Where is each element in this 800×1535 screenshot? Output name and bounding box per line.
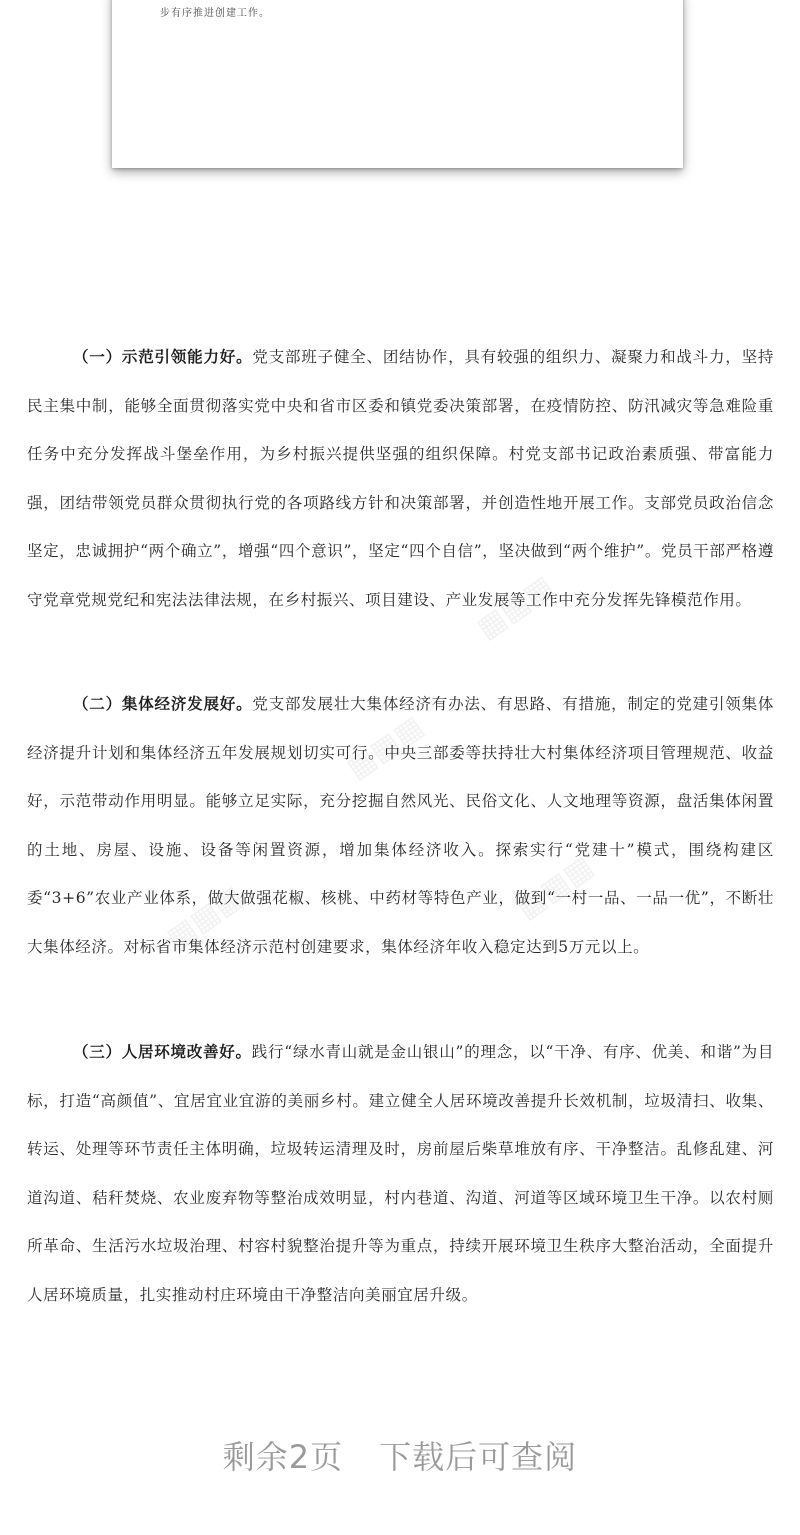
section-heading: （二）集体经济发展好。 <box>73 694 253 713</box>
watermark-logo: ▦▦▦ <box>160 878 250 957</box>
download-hint-text: 下载后可查阅 <box>379 1438 578 1476</box>
preview-text: 步有序推进创建工作。 <box>160 8 270 19</box>
section-collective-economy <box>27 680 774 971</box>
section-living-environment <box>27 1028 774 1319</box>
previous-page-preview <box>112 0 683 168</box>
section-heading: （三）人居环境改善好。 <box>73 1042 252 1061</box>
remaining-pages-banner[interactable] <box>0 1432 800 1478</box>
section-demonstration-leadership <box>27 333 774 624</box>
watermark-logo: ▦▦▦ <box>340 708 430 787</box>
watermark-logo: ▦▦▦ <box>510 848 600 927</box>
watermark-logo: ▦▦▦ <box>470 568 560 647</box>
section-body: 践行“绿水青山就是金山银山”的理念，以“干净、有序、优美、和谐”为目标，打造“高颜值”、宜居宜业宜游的美丽乡村。建立健全人居环境改善提升长效机制，垃圾清扫、收集、转运、处理等环节责任主体明确，垃圾转运清理及时，房前屋后柴草堆放有序、干净整洁。乱修乱建、河道沟道、秸秆焚烧、农业废弃物等整治成效明显，村内巷道、沟道、河道等区域环境卫生干净。以农村厕所革命、生活污水垃圾治理、村容村貌整治提升等为重点，持续开展环境卫生秩序大整治活动，全面提升人居环境质量，扎实推动村庄环境由干净整洁向美丽宜居升级。 <box>27 1043 774 1304</box>
section-body: 党支部班子健全、团结协作，具有较强的组织力、凝聚力和战斗力，坚持民主集中制，能够全面贯彻落实党中央和省市区委和镇党委决策部署，在疫情防控、防汛减灾等急难险重任务中充分发挥战斗堡垒作用，为乡村振兴提供坚强的组织保障。村党支部书记政治素质强、带富能力强，团结带领党员群众贯彻执行党的各项路线方针和决策部署，并创造性地开展工作。支部党员政治信念坚定，忠诚拥护“两个确立”，增强“四个意识”，坚定“四个自信”，坚决做到“两个维护”。党员干部严格遵守党章党规党纪和宪法法律法规，在乡村振兴、项目建设、产业发展等工作中充分发挥先锋模范作用。 <box>27 348 775 609</box>
remaining-pages-text: 剩余2页 <box>222 1438 344 1476</box>
section-body: 党支部发展壮大集体经济有办法、有思路、有措施，制定的党建引领集体经济提升计划和集体经济五年发展规划切实可行。中央三部委等扶持壮大村集体经济项目管理规范、收益好，示范带动作用明显。能够立足实际，充分挖掘自然风光、民俗文化、人文地理等资源，盘活集体闲置的土地、房屋、设施、设备等闲置资源，增加集体经济收入。探索实行“党建十”模式，围绕构建区委“3+6”农业产业体系，做大做强花椒、核桃、中药材等特色产业，做到“一村一品、一品一优”，不断壮大集体经济。对标省市集体经济示范村创建要求，集体经济年收入稳定达到5万元以上。 <box>27 695 775 956</box>
section-heading: （一）示范引领能力好。 <box>73 347 253 366</box>
